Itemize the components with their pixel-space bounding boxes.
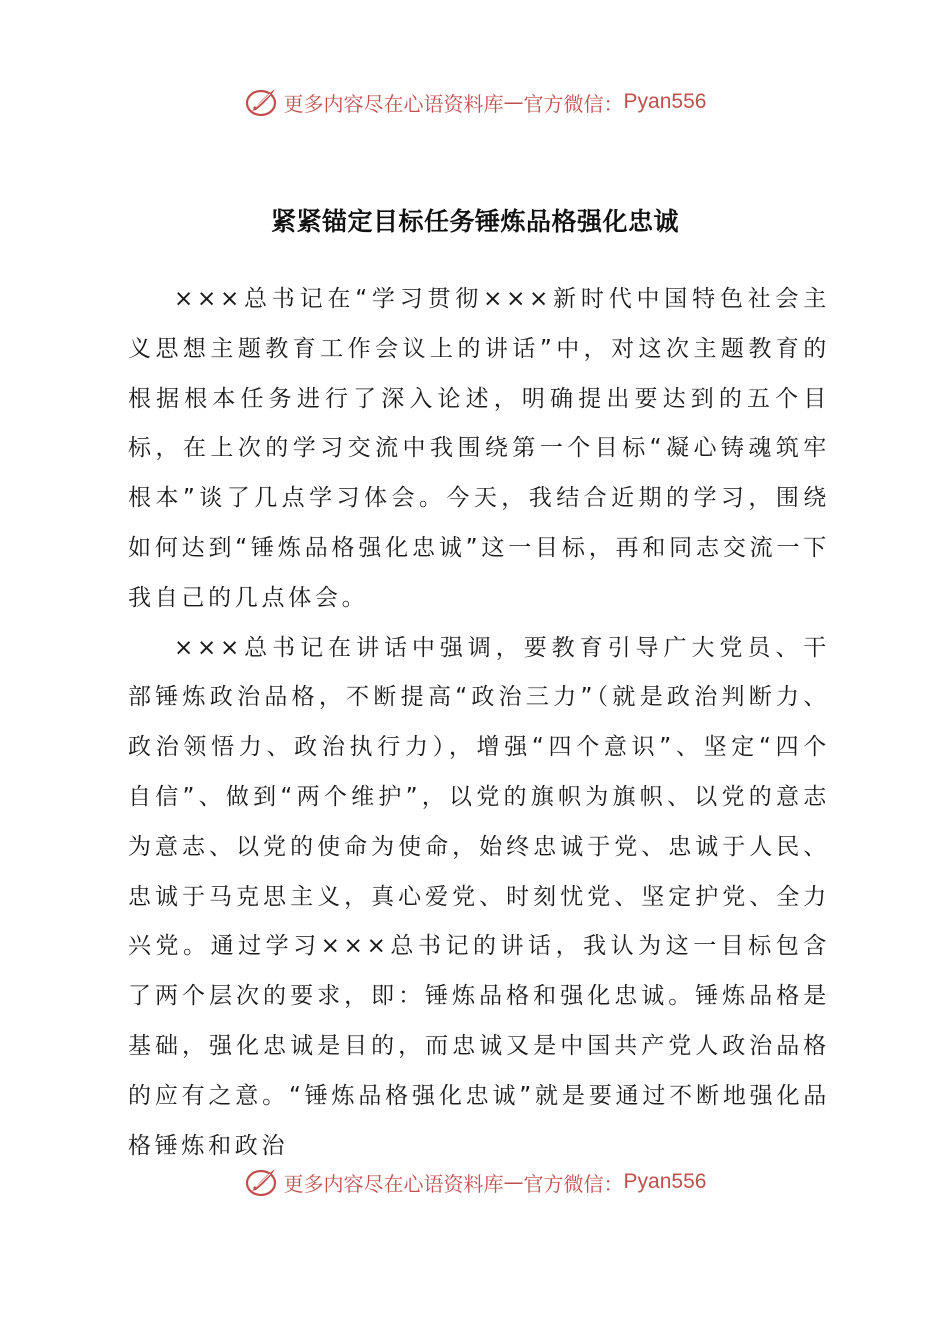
banner-separator: — (503, 90, 524, 114)
banner-brand-text: 更多内容尽在心语资料库 (283, 1171, 504, 1196)
banner-official-label: 官方微信： (523, 91, 624, 116)
quill-logo-icon (244, 84, 280, 120)
paragraph: ×××总书记在讲话中强调，要教育引导广大党员、干部锤炼政治品格，不断提高“政治三力”（就是政治判断力、政治领悟力、政治执行力），增强“四个意识”、坚定“四个自信”、做到“两个维护”，以党的旗帜为旗帜、以党的意志为意志、以党的使命为使命，始终忠诚于党、忠诚于人民、忠诚于马克思主义，真心爱党、时刻忧党、坚定护党、全力兴党。通过学习×××总书记的讲话，我认为这一目标包含了两个层次的要求，即：锤炼品格和强化忠诚。锤炼品格是基础，强化忠诚是目的，而忠诚又是中国共产党人政治品格的应有之意。“锤炼品格强化忠诚”就是要通过不断地强化品格锤炼和政治 (128, 634, 830, 1159)
document-title: 紧紧锚定目标任务锤炼品格强化忠诚 (270, 207, 679, 236)
banner-wechat-handle: Pyan556 (623, 90, 707, 113)
document-body (128, 275, 830, 1171)
banner-brand-text: 更多内容尽在心语资料库 (283, 91, 504, 116)
paragraph: ×××总书记在“学习贯彻×××新时代中国特色社会主义思想主题教育工作会议上的讲话”中，对这次主题教育的根据根本任务进行了深入论述，明确提出要达到的五个目标，在上次的学习交流中我围绕第一个目标“凝心铸魂筑牢根本”谈了几点学习体会。今天，我结合近期的学习，围绕如何达到“锤炼品格强化忠诚”这一目标，再和同志交流一下我自己的几点体会。 (128, 286, 830, 611)
footer-watermark-banner (0, 1162, 950, 1202)
banner-wechat-handle: Pyan556 (623, 1170, 707, 1193)
quill-logo-icon (244, 1164, 280, 1200)
header-watermark-banner (0, 82, 950, 122)
banner-official-label: 官方微信： (523, 1171, 624, 1196)
banner-separator: — (503, 1170, 524, 1194)
